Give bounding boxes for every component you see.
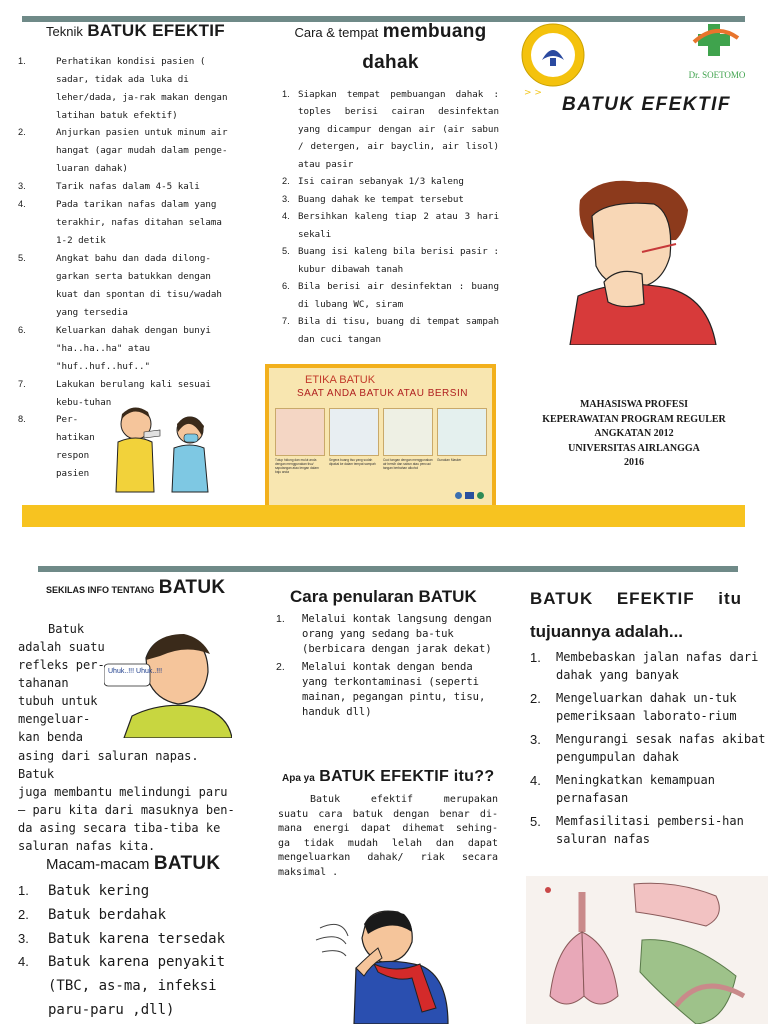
list-text: Buang dahak ke tempat tersebut (298, 193, 464, 205)
tujuan-title-line2: tujuannya adalah... (530, 622, 684, 641)
list-text: Lakukan berulang kali sesuai kebu-tuhan (56, 378, 211, 408)
list-number: 1. (530, 650, 541, 665)
list-number: 2. (530, 691, 541, 706)
list-number: 3. (18, 930, 29, 946)
list-text: Batuk karena penyakit (TBC, as-ma, infeksi paru-paru ,dll) (48, 954, 226, 1018)
list-number: 3. (530, 732, 541, 747)
macam-batuk-list (18, 880, 236, 1023)
poster-captions (275, 458, 487, 475)
list-text: Bersihkan kaleng tiap 2 atau 3 hari sekali (298, 211, 499, 240)
list-item (18, 951, 236, 1022)
list-text: Bila di tisu, buang di tempat sampah dan cuci tangan (298, 316, 499, 345)
list-item (276, 612, 498, 658)
list-text: Mengurangi sesak nafas akibat pengumpulan dahak (556, 732, 766, 764)
list-number: 5. (530, 814, 541, 829)
text-line: juga membantu melindungi paru (18, 785, 228, 799)
eu-flag-icon (465, 492, 474, 499)
poster-caption: Tutup hidung dan mulut anda dengan menggunakan tisu/ saputangan atau lengan dalam baju anda (275, 458, 319, 475)
who-logo-icon (455, 492, 462, 499)
text-line: Batuk (48, 622, 85, 636)
list-text: Melalui kontak dengan benda yang terkontaminasi (seperti mainan, pegangan pintu, tisu, handuk dll) (302, 660, 486, 719)
text-line: KEPERAWATAN PROGRAM REGULER (542, 413, 726, 425)
text-line: asing dari saluran napas. Batuk (18, 749, 199, 781)
poster-title: ETIKA BATUK (305, 374, 376, 386)
list-text: Mengeluarkan dahak un-tuk pemeriksaan laborato-rium (556, 691, 737, 723)
list-text: Bila berisi air desinfektan : buang di lubang WC, siram (298, 281, 499, 310)
list-number: 1. (18, 883, 29, 898)
list-number: 2. (18, 906, 29, 922)
lungs-anatomy-illustration (526, 876, 768, 1024)
page1-footer-band (22, 505, 745, 527)
poster-panel (437, 408, 487, 456)
list-item (282, 173, 499, 190)
penularan-list (276, 612, 498, 723)
list-item (282, 278, 499, 313)
brochure-title: BATUK EFEKTIF (562, 94, 732, 115)
membuang-title: Cara & tempat membuang (294, 21, 487, 42)
list-number: 6. (282, 281, 290, 292)
list-item (530, 648, 766, 684)
list-text: Buang isi kaleng bila berisi pasir : kubur dibawah tanah (298, 246, 499, 275)
text-line: suatu cara batuk dengan benar di- (278, 808, 498, 820)
list-item (18, 411, 95, 483)
man-coughing-scarf-illustration (312, 908, 470, 1024)
poster-caption: Segera buang tisu yang sudah dipakai ke dalam tempat sampah (329, 458, 376, 467)
list-text: Melalui kontak langsung dengan orang yang sedang ba-tuk (berbicara dengan jarak dekat) (302, 613, 492, 656)
list-number: 6. (18, 324, 26, 335)
poster-caption: Cuci tangan dengan menggunakan air bersih dan sabun atau pencuci tangan berbahan alkohol (383, 458, 433, 471)
apa-ya-title: Apa ya BATUK EFEKTIF itu?? (282, 768, 495, 785)
list-item (282, 243, 499, 278)
list-number: 4. (530, 773, 541, 788)
man-coughing-illustration (558, 170, 718, 345)
tujuan-list (530, 648, 766, 853)
list-number: 1. (276, 613, 285, 625)
list-item (18, 124, 236, 178)
list-number: 1. (18, 55, 26, 66)
arrow-decoration: > > (524, 88, 542, 98)
hospital-logo-icon (690, 22, 742, 62)
list-text: Meningkatkan kemampuan pernafasan (556, 773, 715, 805)
membuang-steps-list (282, 86, 499, 348)
tujuan-title-line1: BATUK EFEKTIF itu (530, 589, 742, 608)
credits-block (520, 398, 748, 471)
poster-panel (329, 408, 379, 456)
etika-batuk-poster (265, 364, 496, 509)
list-number: 5. (18, 253, 26, 263)
sekilas-title: SEKILAS INFO TENTANG BATUK (46, 577, 226, 598)
speech-bubble: Uhuk..!!! Uhuk..!!! (108, 668, 163, 675)
list-text: Isi cairan sebanyak 1/3 kaleng (298, 176, 464, 188)
text-line: kan benda (18, 730, 84, 744)
poster-logos (455, 492, 484, 499)
list-item (530, 730, 766, 766)
list-item (18, 904, 236, 928)
list-text: Perhatikan kondisi pasien ( sadar, tidak ada luka di leher/dada, ja-rak makan dengan latihan batuk efektif) (56, 55, 228, 121)
list-item (276, 660, 498, 721)
list-item (18, 880, 236, 904)
text-line: Batuk efektif merupakan (310, 794, 498, 805)
poster-subtitle: SAAT ANDA BATUK ATAU BERSIN (297, 388, 468, 399)
teknik-title: Teknik BATUK EFEKTIF (46, 21, 225, 40)
text-line: ga tidak mudah lelah dan dapat (278, 837, 498, 849)
list-number: 8. (18, 414, 26, 425)
list-item (530, 812, 766, 848)
membuang-column (282, 22, 499, 348)
batuk-paragraph-narrow (18, 620, 108, 746)
list-number: 7. (18, 378, 26, 389)
list-text: Batuk karena tersedak (48, 930, 226, 947)
list-item (282, 313, 499, 348)
text-line: ANGKATAN 2012 (594, 428, 674, 439)
text-line: mengeluar- (18, 712, 91, 726)
list-item (282, 86, 499, 173)
text-line: 2016 (624, 457, 644, 468)
hospital-name: Dr. SOETOMO (688, 70, 746, 80)
list-text: Anjurkan pasien untuk minum air hangat (agar mudah dalam penge-luaran dahak) (56, 127, 228, 175)
ministry-logo-icon (477, 492, 484, 499)
list-number: 5. (282, 246, 290, 257)
poster-caption: Gunakan Masker (437, 458, 462, 462)
list-text: Memfasilitasi pembersi-han saluran nafas (556, 814, 744, 846)
list-item (18, 928, 236, 952)
list-item (282, 208, 499, 243)
sekilas-column (46, 578, 236, 599)
list-text: Per-hatikan respon pasien (56, 414, 95, 480)
list-item (18, 53, 236, 125)
text-line: da asing secara tiba-tiba ke (18, 821, 221, 835)
penularan-title: Cara penularan BATUK (290, 587, 477, 606)
list-number: 2. (276, 660, 285, 673)
text-line: MAHASISWA PROFESI (579, 399, 689, 410)
poster-panel (275, 408, 325, 456)
poster-panels (275, 408, 487, 456)
list-item (530, 689, 766, 725)
text-line: mana energi dapat dihemat sehing- (278, 823, 498, 834)
list-number: 3. (282, 193, 290, 204)
text-line: tahanan (18, 676, 69, 690)
list-item (18, 196, 236, 250)
list-number: 4. (18, 199, 26, 210)
text-line: refleks per- (18, 658, 105, 672)
text-line: saluran nafas kita. (18, 839, 156, 853)
list-text: Membebaskan jalan nafas dari dahak yang banyak (556, 650, 759, 682)
list-text: Tarik nafas dalam 4-5 kali (56, 181, 200, 193)
man-coughing-bubble-illustration (104, 620, 232, 738)
poster-panel (383, 408, 433, 456)
list-number: 4. (18, 954, 29, 970)
list-number: 4. (282, 211, 290, 222)
text-line: tubuh untuk (18, 694, 98, 708)
membuang-title-line2: dahak (362, 51, 419, 73)
list-text: Batuk berdahak (48, 906, 167, 923)
list-number: 1. (282, 88, 290, 99)
list-item (18, 178, 236, 196)
children-coughing-illustration (104, 398, 216, 494)
batuk-efektif-definition (278, 793, 498, 880)
macam-title: Macam-macam BATUK (46, 853, 221, 874)
text-line: UNIVERSITAS AIRLANGGA (568, 442, 700, 454)
list-item (18, 322, 236, 376)
text-line: maksimal . (278, 866, 339, 878)
list-text: Keluarkan dahak dengan bunyi "ha..ha..ha" atau "huf..huf..huf.." (56, 324, 211, 372)
list-number: 7. (282, 316, 290, 327)
list-item (18, 250, 236, 322)
list-number: 2. (18, 127, 26, 138)
list-number: 2. (282, 176, 290, 187)
text-line: mengeluarkan dahak/ riak secara (278, 852, 498, 863)
list-text: Siapkan tempat pembuangan dahak : toples berisi cairan desinfektan yang dicampur dengan air (air sabun / detergen, air bayclin, air lisol) atau pasir (298, 88, 499, 170)
list-text: Batuk kering (48, 883, 150, 899)
list-text: Angkat bahu dan dada dilong-garkan serta batukkan dengan kuat dan spontan di tisu/wadah yang tersedia (56, 253, 222, 318)
list-item (282, 191, 499, 208)
batuk-paragraph-wide (18, 747, 236, 855)
university-logo-icon (520, 22, 586, 88)
text-line: adalah suatu (18, 640, 105, 654)
page2-top-band (38, 566, 738, 572)
list-number: 3. (18, 181, 26, 192)
list-item (530, 771, 766, 807)
list-text: Pada tarikan nafas dalam yang terakhir, nafas ditahan selama 1-2 detik (56, 199, 222, 247)
text-line: – paru kita dari masuknya ben- (18, 803, 235, 817)
